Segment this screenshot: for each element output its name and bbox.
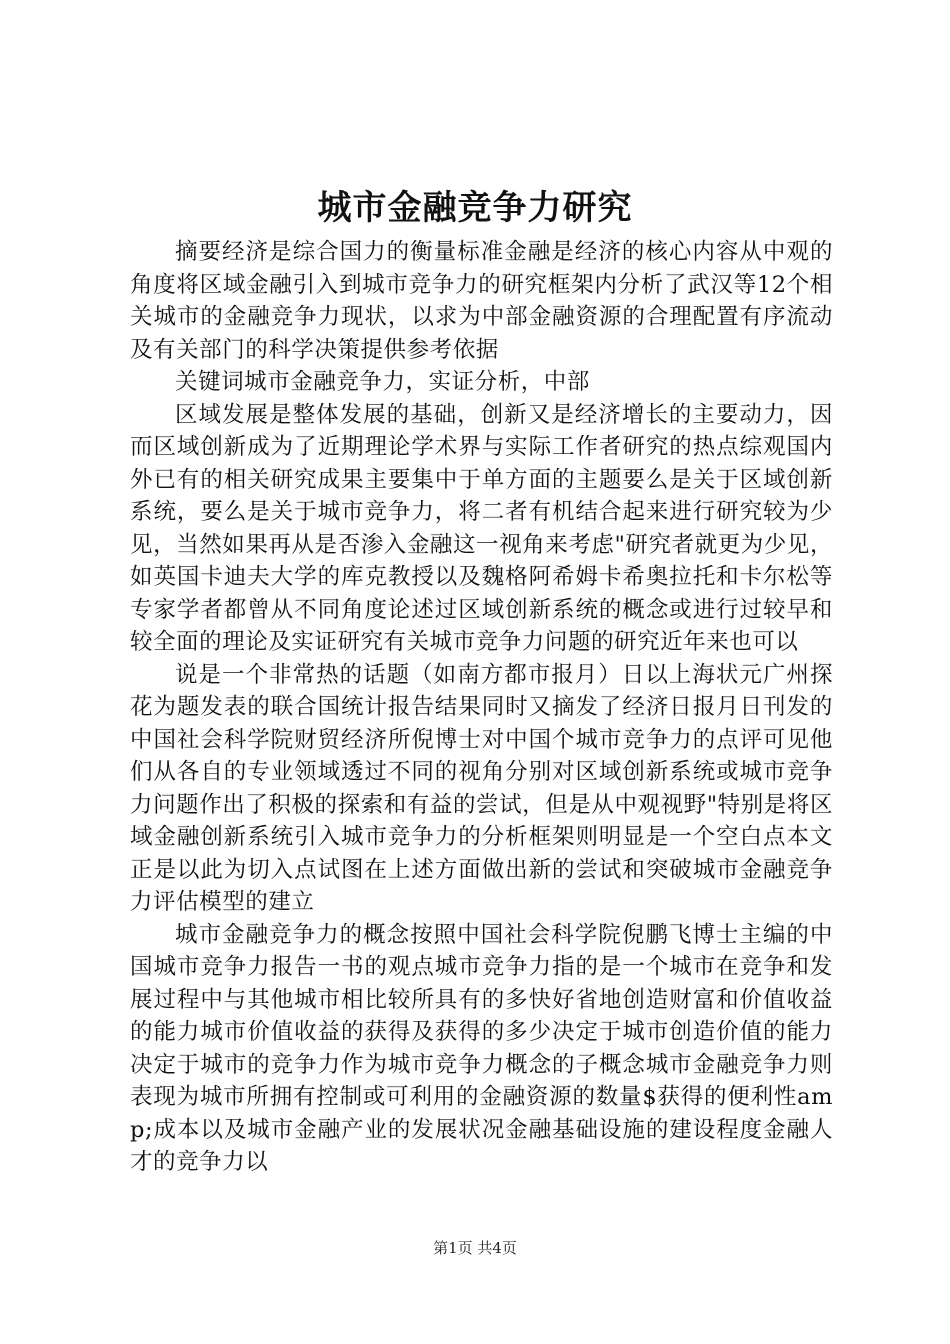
keywords-paragraph: 关键词城市金融竞争力，实证分析，中部: [175, 369, 590, 395]
document-body: [130, 236, 833, 1179]
body-paragraph: 城市金融竞争力的概念按照中国社会科学院倪鹏飞博士主编的中国城市竞争力报告一书的观点城市竞争力指的是一个城市在竞争和发展过程中与其他城市相比较所具有的多快好省地创造财富和价值收益的能力城市价值收益的获得及获得的多少决定于城市创造价值的能力决定于城市的竞争力作为城市竞争力概念的子概念城市金融竞争力则表现为城市所拥有控制或可利用的金融资源的数量$获得的便利性amp;成本以及城市金融产业的发展状况金融基础设施的建设程度金融人才的竞争力以: [130, 921, 833, 1175]
body-paragraph: 说是一个非常热的话题（如南方都市报月）日以上海状元广州探花为题发表的联合国统计报告结果同时又摘发了经济日报月日刊发的中国社会科学院财贸经济所倪博士对中国个城市竞争力的点评可见他们从各自的专业领域透过不同的视角分别对区域创新系统或城市竞争力问题作出了积极的探索和有益的尝试，但是从中观视野"特别是将区域金融创新系统引入城市竞争力的分析框架则明显是一个空白点本文正是以此为切入点试图在上述方面做出新的尝试和突破城市金融竞争力评估模型的建立: [130, 661, 833, 915]
abstract-paragraph: 摘要经济是综合国力的衡量标准金融是经济的核心内容从中观的角度将区域金融引入到城市竞争力的研究框架内分析了武汉等12个相关城市的金融竞争力现状，以求为中部金融资源的合理配置有序流动及有关部门的科学决策提供参考依据: [130, 239, 833, 363]
body-paragraph: 区域发展是整体发展的基础，创新又是经济增长的主要动力，因而区域创新成为了近期理论学术界与实际工作者研究的热点综观国内外已有的相关研究成果主要集中于单方面的主题要么是关于区域创新系统，要么是关于城市竞争力，将二者有机结合起来进行研究较为少见，当然如果再从是否渗入金融这一视角来考虑"研究者就更为少见，如英国卡迪夫大学的库克教授以及魏格阿希姆卡希奥拉托和卡尔松等专家学者都曾从不同角度论述过区域创新系统的概念或进行过较早和较全面的理论及实证研究有关城市竞争力问题的研究近年来也可以: [130, 401, 833, 655]
page-number-footer: 第1页 共4页: [433, 1239, 517, 1257]
document-title: 城市金融竞争力研究: [317, 188, 633, 228]
